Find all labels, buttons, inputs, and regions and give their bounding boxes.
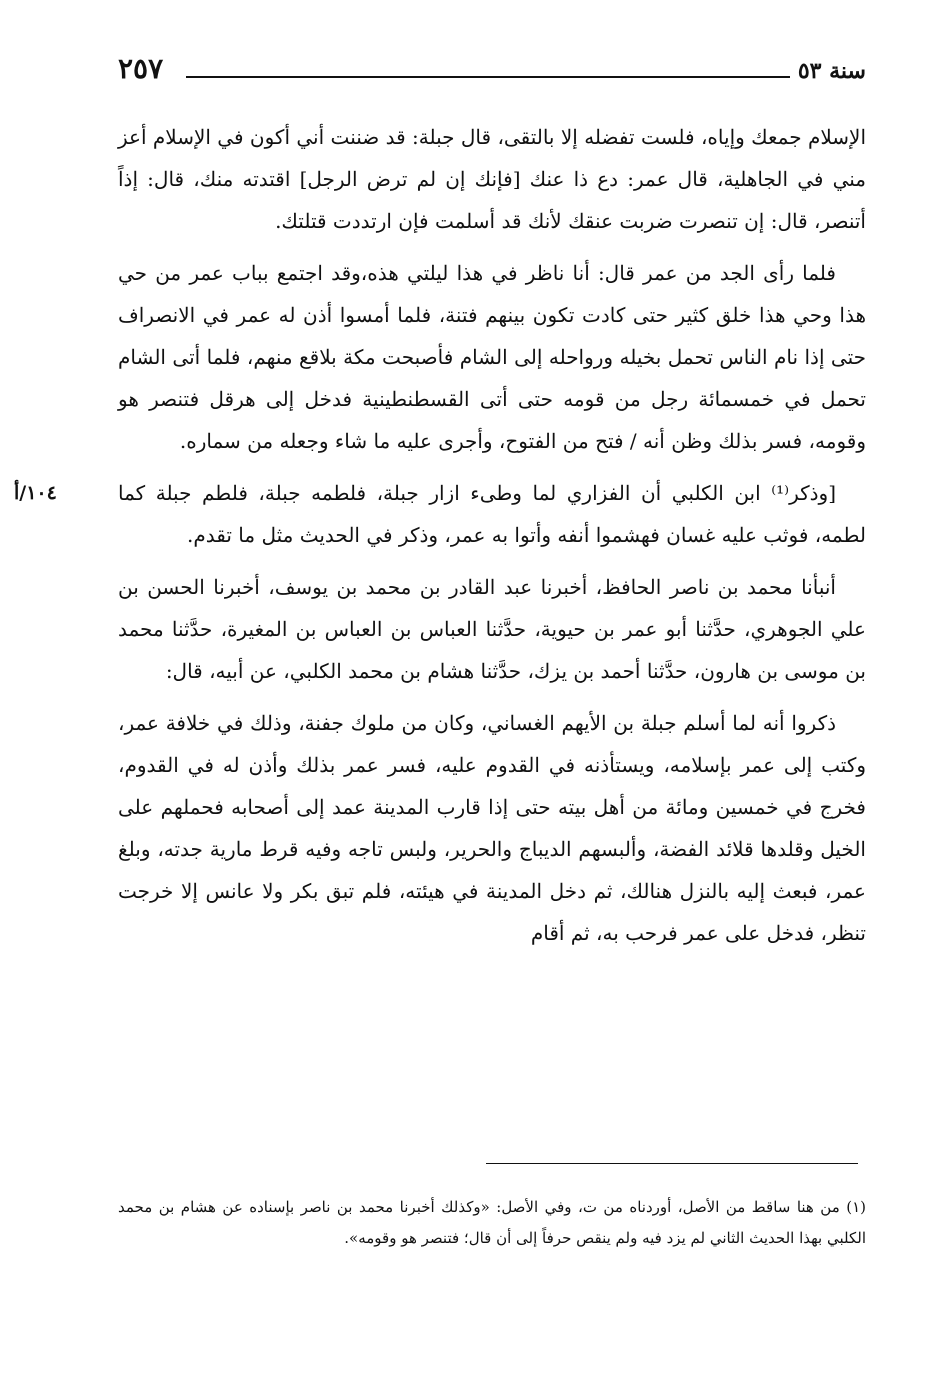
manuscript-folio-note: ١٠٤/أ — [14, 482, 57, 504]
footnote: (١) من هنا ساقط من الأصل، أوردناه من ت، وفي الأصل: «وكذلك أخبرنا محمد بن ناصر بإسناده عن هشام بن محمد الكلبي بهذا الحديث الثاني لم يزد فيه ولم ينقص حرفاً إلى أن قال؛ فتنصر هو وقومه». — [118, 1198, 866, 1247]
main-text — [118, 116, 866, 964]
paragraph: الإسلام جمعك وإياه، فلست تفضله إلا بالتقى، قال جبلة: قد ضننت أني أكون في الإسلام أعز مني في الجاهلية، قال عمر: دع ذا عنك [فإنك إن لم ترض الرجل] اقتدته منك، قال: إذاً أتنصر، قال: إن تنصرت ضربت عنقك لأنك قد أسلمت فإن ارتددت قتلتك. — [118, 125, 866, 233]
page-header — [118, 52, 866, 92]
running-head-year: سنة ٥٣ — [797, 58, 866, 84]
paragraph: [وذكر⁽¹⁾ ابن الكلبي أن الفزاري لما وطىء ازار جبلة، فلطمه جبلة، فلطم جبلة كما لطمه، فوثب عليه غسان فهشموا أنفه وأتوا به عمر، وذكر في الحديث مثل ما تقدم. — [118, 481, 866, 547]
footnote-separator — [486, 1163, 858, 1164]
paragraph: ذكروا أنه لما أسلم جبلة بن الأيهم الغساني، وكان من ملوك جفنة، وذلك في خلافة عمر، وكتب إلى عمر بإسلامه، ويستأذنه في القدوم عليه، فسر عمر بذلك وأذن له في القدوم، فخرج في خمسين ومائة من أهل بيته حتى إذا قارب المدينة عمد إلى أصحابه فحملهم على الخيل وقلدها قلائد الفضة، وألبسهم الديباج والحرير، ولبس تاجه وفيه قرط مارية جدته، وبلغ عمر، فبعث إليه بالنزل هنالك، ثم دخل المدينة في هيئته، فلم تبق بكر ولا عانس إلا خرجت تنظر، فدخل على عمر فرحب به، ثم أقام — [118, 711, 866, 945]
paragraph: أنبأنا محمد بن ناصر الحافظ، أخبرنا عبد القادر بن محمد بن يوسف، أخبرنا الحسن بن علي الجوهري، حدَّثنا أبو عمر بن حيوية، حدَّثنا العباس بن العباس بن المغيرة، حدَّثنا محمد بن موسى بن هارون، حدَّثنا أحمد بن يزك، حدَّثنا هشام بن محمد الكلبي، عن أبيه، قال: — [118, 575, 866, 683]
header-rule — [186, 76, 790, 78]
paragraph: فلما رأى الجد من عمر قال: أنا ناظر في هذا ليلتي هذه،وقد اجتمع بباب عمر من حي هذا وحي هذا خلق كثير حتى كادت تكون بينهم فتنة، فلما أمسوا أذن له عمر في الانصراف حتى إذا نام الناس تحمل بخيله ورواحله إلى الشام فأصبحت مكة بلاقع منهم، فلما أتى الشام تحمل في خمسمائة رجل من قومه حتى أتى القسطنطينية فدخل إلى هرقل فتنصر هو وقومه، فسر بذلك وظن أنه / فتح من الفتوح، وأجرى عليه ما شاء وجعله من سماره. — [118, 261, 866, 453]
page-number: ٢٥٧ — [118, 52, 164, 85]
footnotes — [118, 1192, 866, 1254]
